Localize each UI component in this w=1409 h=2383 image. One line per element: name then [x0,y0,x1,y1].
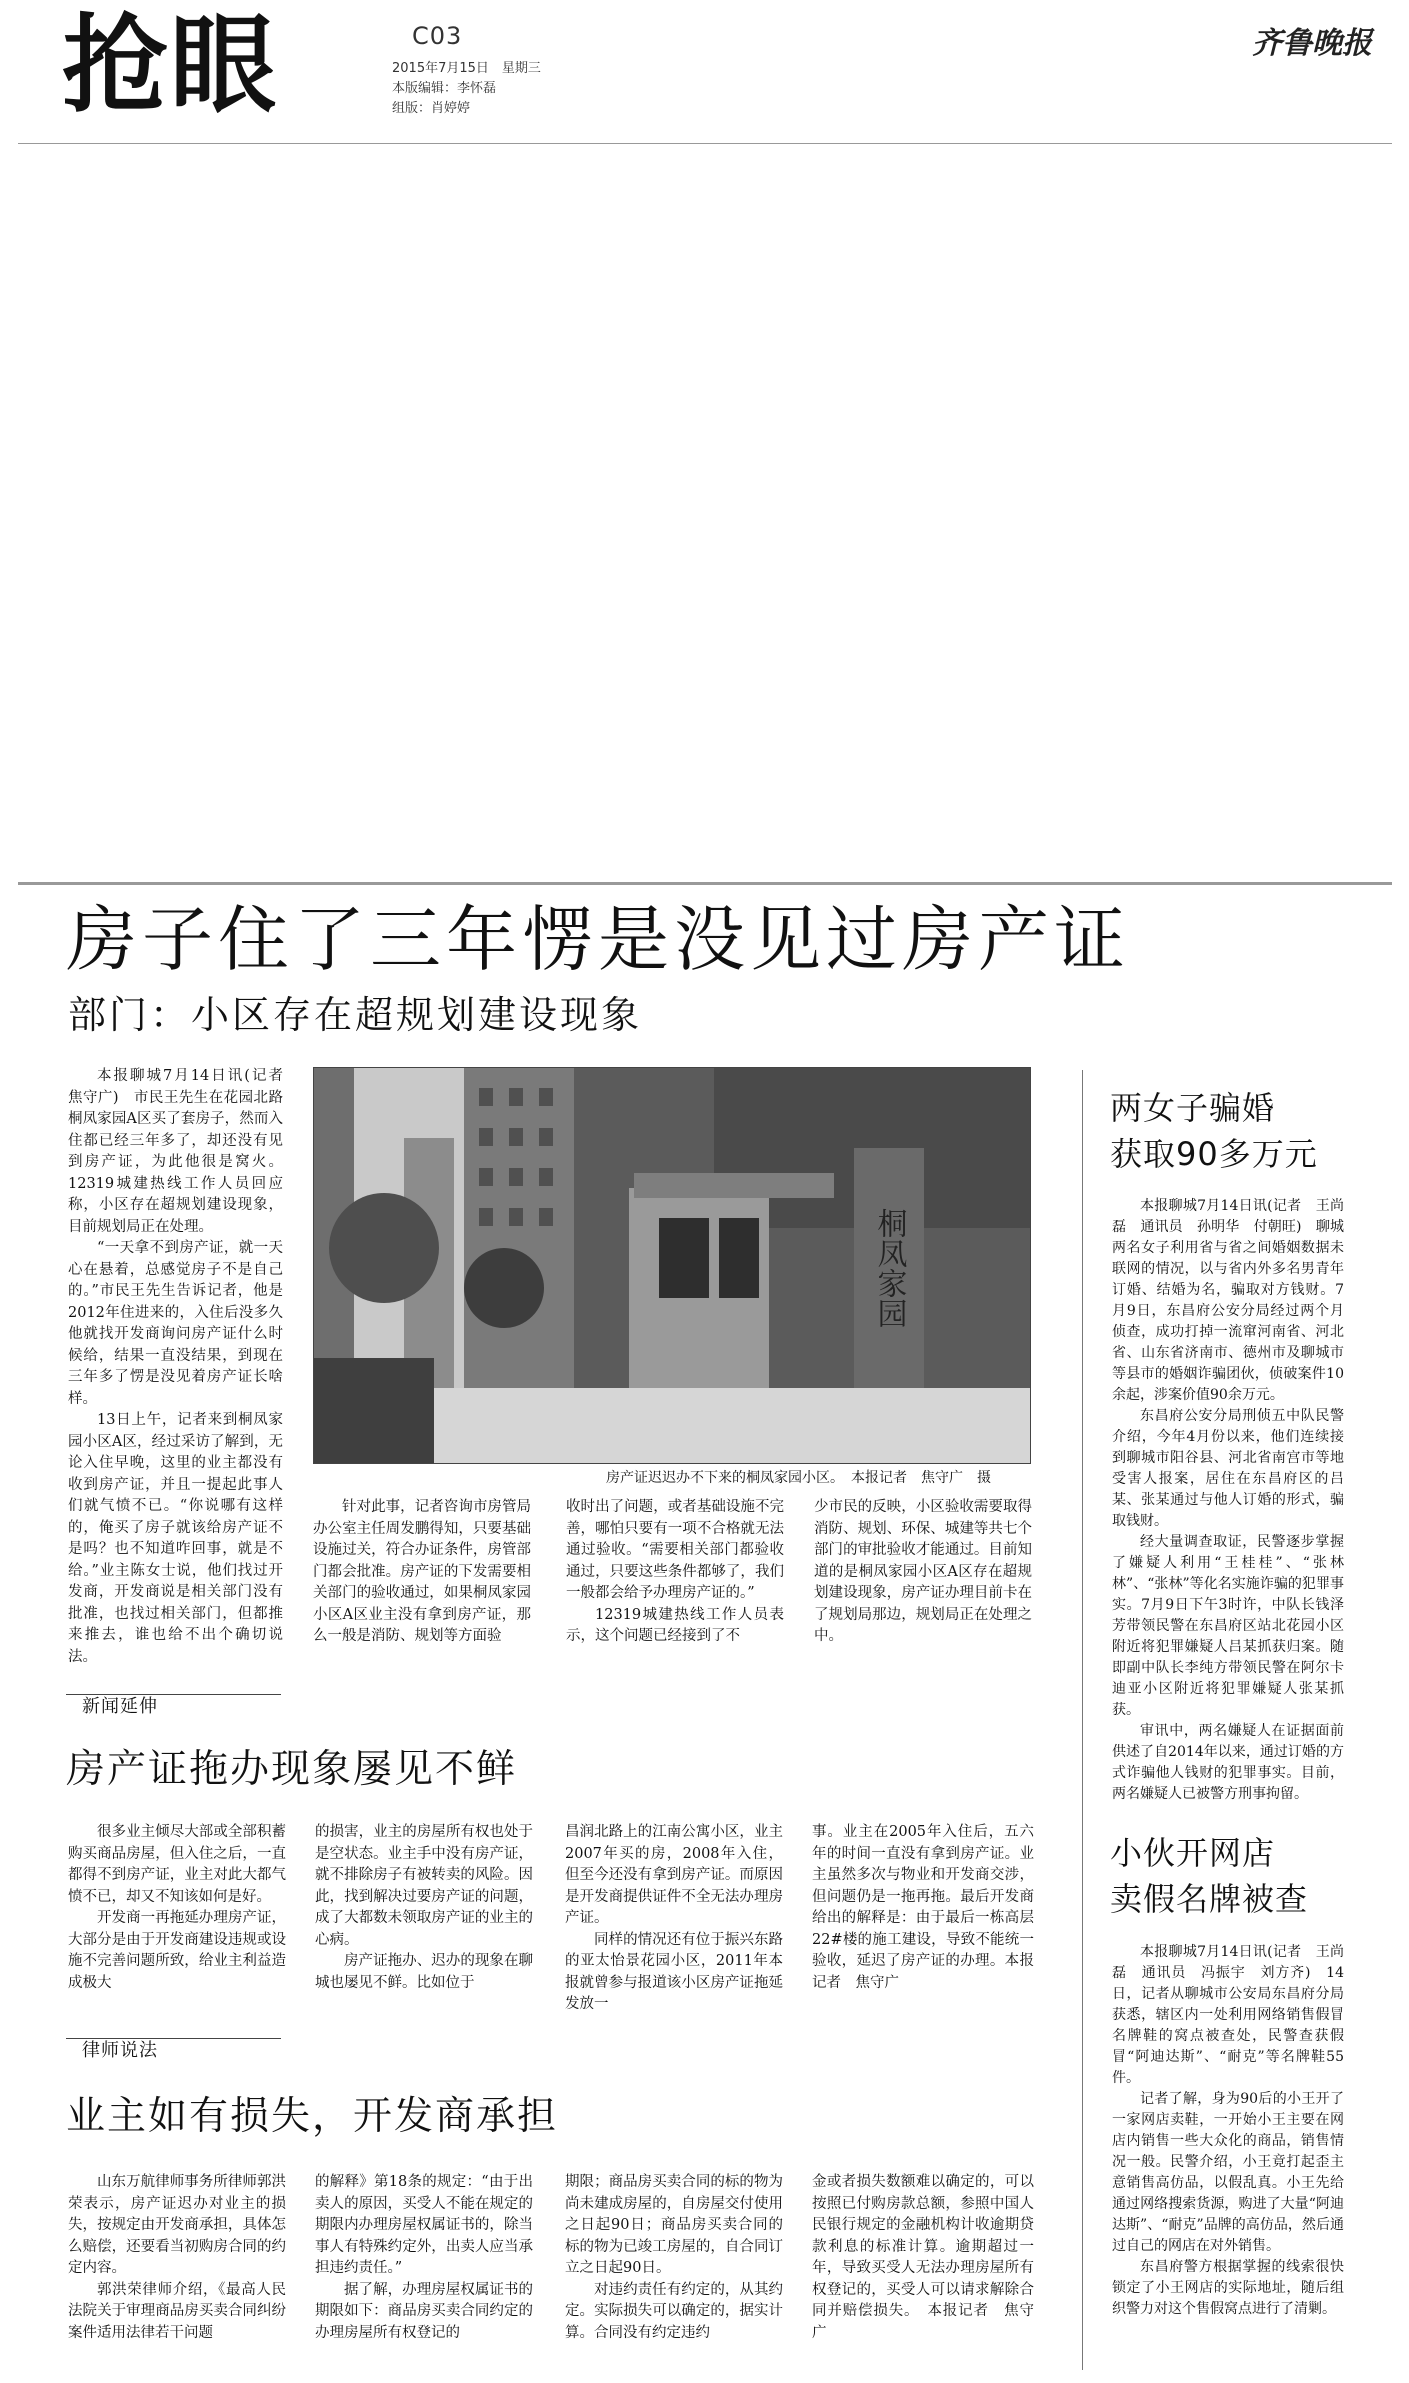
section3-column-4 [812,2172,1034,2372]
section3-col4-para: 金或者损失数额难以确定的，可以按照已付购房款总额，参照中国人民银行规定的金融机构计收逾期贷款利息的标准计算。逾期超过一年，导致买受人无法办理房屋所有权登记的，买受人可以请求解除合同并赔偿损失。 本报记者 焦守广 [812,2174,1034,2341]
lead-col1-para: 13日上午，记者来到桐凤家园小区A区，经过采访了解到，无论入住早晚，这里的业主都没有收到房产证，并且一提起此事人们就气愤不已。“你说哪有这样的，俺买了房子就该给房产证不是吗？也不知道咋回事，就是不给。”业主陈女士说，他们找过开发商，开发商说是相关部门没有批准，也找过相关部门，但都推来推去，谁也给不出个确切说法。 [68,1412,283,1665]
sidebar2-para: 东昌府警方根据掌握的线索很快锁定了小王网店的实际地址，随后组织警力对这个售假窝点进行了清剿。 [1112,2259,1344,2317]
building-photo-illustration [314,1068,1030,1463]
section3-col1-para: 郭洪荣律师介绍，《最高人民法院关于审理商品房买卖合同纠纷案件适用法律若干问题 [68,2281,286,2341]
sidebar1-para: 东昌府公安分局刑侦五中队民警介绍，今年4月份以来，他们连续接到聊城市阳谷县、河北省南宫市等地受害人报案，居住在东昌府区的吕某、张某通过与他人订婚的形式，骗取钱财。 [1112,1408,1344,1529]
lead-column-3 [566,1497,784,1697]
section2-headline: 房产证拖办现象屡见不鲜 [66,1747,518,1792]
section2-column-2 [315,1822,533,2012]
sidebar2-para: 本报聊城7月14日讯(记者 王尚磊 通讯员 冯振宇 刘方齐) 14日，记者从聊城市公安局东昌府分局获悉，辖区内一处利用网络销售假冒名牌鞋的窝点被查处，民警查获假冒“阿迪达斯”、“耐克”等名牌鞋55件。 [1112,1944,1344,2086]
section2-col2-para: 房产证拖办、迟办的现象在聊城也屡见不鲜。比如位于 [315,1953,533,1991]
section3-col3-para: 对违约责任有约定的，从其约定。实际损失可以确定的，据实计算。合同没有约定违约 [565,2281,783,2341]
section3-tag: 律师说法 [82,2040,158,2061]
sidebar2-headline-1: 小伙开网店 [1110,1834,1276,1872]
lead-subhead: 部门：小区存在超规划建设现象 [68,993,643,1037]
section2-tag-rule [66,1694,281,1695]
sidebar1-body [1112,1196,1344,1814]
section2-column-3 [565,1822,783,2012]
sidebar-rule [1082,1070,1083,2370]
section-logo: 抢眼 [62,4,278,127]
lead-col1-para: “一天拿不到房产证，就一天心在悬着，总感觉房子不是自己的。”市民王先生告诉记者，他是2012年住进来的，入住后没多久他就找开发商询问房产证什么时候给，结果一直没结果，到现在三年多了愣是没见着房产证长啥样。 [68,1240,283,1407]
section3-col1-para: 山东万航律师事务所律师郭洪荣表示，房产证迟办对业主的损失，按规定由开发商承担，具体怎么赔偿，还要看当初购房合同的约定内容。 [68,2174,286,2276]
section3-column-1 [68,2172,286,2372]
lead-photo [313,1067,1031,1464]
sidebar1-headline-1: 两女子骗婚 [1110,1089,1276,1127]
lead-col3-para: 收时出了问题，或者基础设施不完善，哪怕只要有一项不合格就无法通过验收。“需要相关部门都验收通过，只要这些条件都够了，我们一般都会给予办理房产证的。” [566,1499,784,1601]
section2-col3-para: 昌润北路上的江南公寓小区，业主2007年买的房，2008年入住，但至今还没有拿到房产证。而原因是开发商提供证件不全无法办理房产证。 [565,1824,783,1926]
section-divider [18,882,1392,885]
section3-column-3 [565,2172,783,2372]
section2-col4-para: 事。业主在2005年入住后，五六年的时间一直没有拿到房产证。业主虽然多次与物业和开发商交涉，但问题仍是一拖再拖。最后开发商给出的解释是：由于最后一栋高层22#楼的施工建设，导致不能统一验收，延迟了房产证的办理。本报记者 焦守广 [812,1824,1034,1991]
section3-headline: 业主如有损失，开发商承担 [66,2094,559,2139]
section2-col1-para: 很多业主倾尽大部或全部积蓄购买商品房屋，但入住之后，一直都得不到房产证，业主对此大都气愤不已，却又不知该如何是好。 [68,1824,286,1905]
sidebar1-para: 本报聊城7月14日讯(记者 王尚磊 通讯员 孙明华 付朝旺) 聊城两名女子利用省与省之间婚姻数据未联网的情况，以与省内外多名男青年订婚、结婚为名，骗取对方钱财。7月9日，东昌府公安分局经过两个月侦查，成功打掉一流窜河南省、河北省、山东省济南市、德州市及聊城市等县市的婚姻诈骗团伙，侦破案件10余起，涉案价值90余万元。 [1112,1198,1344,1403]
issue-date: 2015年7月15日 星期三 [392,61,541,76]
lead-column-2 [313,1497,531,1697]
page-number: C03 [412,22,463,50]
lead-column-4 [814,1497,1032,1697]
section2-tag: 新闻延伸 [82,1696,158,1717]
photo-sign-text: 桐凤家园 [871,1208,907,1328]
page-layout-credit: 组版：肖婷婷 [392,101,471,116]
lead-col1-para: 本报聊城7月14日讯(记者 焦守广) 市民王先生在花园北路桐凤家园A区买了套房子，然而入住都已经三年多了，却还没有见到房产证，为此他很是窝火。12319城建热线工作人员回应称，小区存在超规划建设现象，目前规划局正在处理。 [68,1068,298,1235]
lead-col4-para: 少市民的反映，小区验收需要取得消防、规划、环保、城建等共七个部门的审批验收才能通过。目前知道的是桐凤家园小区A区存在超规划建设现象，房产证办理目前卡在了规划局那边，规划局正在处理之中。 [814,1499,1032,1644]
section3-tag-rule [66,2038,281,2039]
lead-col2-para: 针对此事，记者咨询市房管局办公室主任周发鹏得知，只要基础设施过关，符合办证条件，房管部门都会批准。房产证的下发需要相关部门的验收通过，如果桐凤家园小区A区业主没有拿到房产证，那么一般是消防、规划等方面验 [313,1499,531,1644]
section2-column-1 [68,1822,286,2012]
sidebar1-headline-2: 获取90多万元 [1110,1135,1318,1173]
page-editor: 本版编辑：李怀磊 [392,81,497,96]
lead-headline: 房子住了三年愣是没见过房产证 [66,898,1131,981]
photo-caption: 房产证迟迟办不下来的桐凤家园小区。 本报记者 焦守广 摄 [606,1470,991,1486]
section2-col2-para: 的损害，业主的房屋所有权也处于是空状态。业主手中没有房产证，就不排除房子有被转卖的风险。因此，找到解决过要房产证的问题，成了大都数未领取房产证的业主的心病。 [315,1824,533,1948]
section3-col2-para: 的解释》第18条的规定：“由于出卖人的原因，买受人不能在规定的期限内办理房屋权属证书的，除当事人有特殊约定外，出卖人应当承担违约责任。” [315,2174,533,2276]
section2-col1-para: 开发商一再拖延办理房产证，大部分是由于开发商建设违规或设施不完善问题所致，给业主利益造成极大 [68,1910,286,1991]
newspaper-name: 齐鲁晚报 [1252,26,1372,61]
sidebar2-body [1112,1942,1344,2374]
section3-col3-para: 期限；商品房买卖合同的标的物为尚未建成房屋的，自房屋交付使用之日起90日；商品房买卖合同的标的物为已竣工房屋的，自合同订立之日起90日。 [565,2174,783,2276]
section3-column-2 [315,2172,533,2372]
section2-col3-para: 同样的情况还有位于振兴东路的亚太怡景花园小区，2011年本报就曾参与报道该小区房产证拖延发放一 [565,1931,783,2012]
section2-column-4 [812,1822,1034,2012]
lead-column-1 [68,1066,298,1710]
masthead-rule [18,143,1392,144]
section3-col2-para: 据了解，办理房屋权属证书的期限如下：商品房买卖合同约定的办理房屋所有权登记的 [315,2281,533,2341]
lead-col3-para: 12319城建热线工作人员表示，这个问题已经接到了不 [566,1606,784,1644]
sidebar1-para: 经大量调查取证，民警逐步掌握了嫌疑人利用“王桂桂”、“张林林”、“张林”等化名实施诈骗的犯罪事实。7月9日下午3时许，中队长钱泽芳带领民警在东昌府区站北花园小区附近将犯罪嫌疑人吕某抓获归案。随即副中队长李纯方带领民警在阿尔卡迪亚小区附近将犯罪嫌疑人张某抓获。 [1112,1534,1344,1718]
sidebar1-para: 审讯中，两名嫌疑人在证据面前供述了自2014年以来，通过订婚的方式诈骗他人钱财的犯罪事实。目前，两名嫌疑人已被警方刑事拘留。 [1112,1723,1344,1802]
sidebar2-headline-2: 卖假名牌被查 [1110,1880,1309,1918]
sidebar2-para: 记者了解，身为90后的小王开了一家网店卖鞋，一开始小王主要在网店内销售一些大众化的商品，销售情况一般。民警介绍，小王竟打起歪主意销售高仿品，以假乱真。小王先给通过网络搜索货源，购进了大量“阿迪达斯”、“耐克”品牌的高仿品，然后通过自己的网店在对外销售。 [1112,2091,1344,2254]
